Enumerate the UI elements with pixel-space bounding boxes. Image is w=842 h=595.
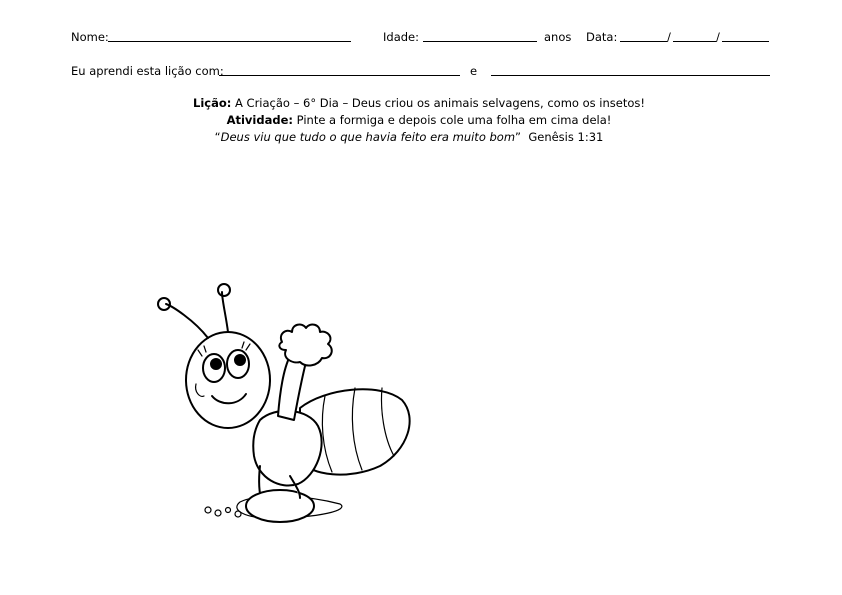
ant-thorax [253,411,321,486]
ground-pebble [215,510,221,516]
atividade-text: Pinte a formiga e depois cole uma folha em cima dela! [296,113,612,127]
ant-foot [246,490,314,522]
idade-label: Idade: [383,30,419,44]
idade-field[interactable] [423,41,537,42]
ant-hand [279,325,331,366]
quote-open: “ [214,130,221,144]
date-month-field[interactable] [673,41,716,42]
antenna-tip [218,284,230,296]
ant-antenna [166,304,208,338]
atividade-line [0,113,840,127]
anos-label: anos [544,30,572,44]
licao-line [0,96,840,110]
nome-label: Nome: [71,30,109,44]
ground-pebble [235,511,241,517]
ground-pebble [205,507,211,513]
date-separator: / [667,30,671,44]
atividade-label: Atividade: [226,113,293,127]
teacher2-field[interactable] [491,75,770,76]
ant-pupil [211,359,221,369]
verse-line [0,130,830,144]
ant-head [186,332,270,428]
licao-label: Lição: [193,96,232,110]
quote-close: ” [515,130,522,144]
ground-pebble [226,508,231,513]
e-label: e [470,64,478,78]
nome-field[interactable] [108,41,351,42]
data-label: Data: [586,30,618,44]
verse-reference: Genêsis 1:31 [528,130,604,144]
date-day-field[interactable] [620,41,667,42]
ant-pupil [235,355,245,365]
verse-text: Deus viu que tudo o que havia feito era muito bom [220,130,516,144]
licao-text: A Criação – 6° Dia – Deus criou os animais selvagens, como os insetos! [235,96,645,110]
date-separator: / [716,30,720,44]
ant-illustration [150,270,420,530]
ant-antenna [222,292,228,332]
teacher1-field[interactable] [219,75,460,76]
date-year-field[interactable] [722,41,769,42]
aprendi-label: Eu aprendi esta lição com: [71,64,224,78]
